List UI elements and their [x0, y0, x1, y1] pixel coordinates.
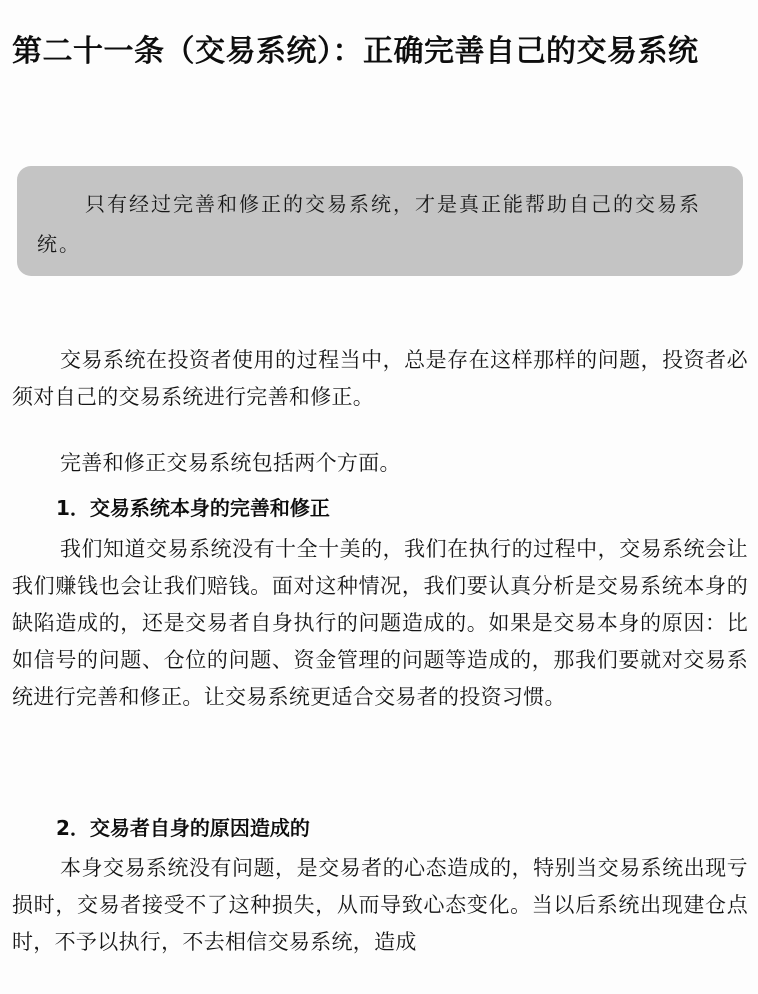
quote-box [17, 166, 743, 276]
quote-text: 只有经过完善和修正的交易系统，才是真正能帮助自己的交易系统。 [37, 192, 701, 256]
paragraph-trader-cause: 本身交易系统没有问题，是交易者的心态造成的，特别当交易系统出现亏损时，交易者接受不了这种损失，从而导致心态变化。当以后系统出现建仓点时，不予以执行，不去相信交易系统，造成 [12, 856, 748, 954]
paragraph-system-improvement: 我们知道交易系统没有十全十美的，我们在执行的过程中，交易系统会让我们赚钱也会让我们赔钱。面对这种情况，我们要认真分析是交易系统本身的缺陷造成的，还是交易者自身执行的问题造成的。如果是交易本身的原因：比如信号的问题、仓位的问题、资金管理的问题等造成的，那我们要就对交易系统进行完善和修正。让交易系统更适合交易者的投资习惯。 [12, 537, 748, 709]
page-title: 第二十一条（交易系统）：正确完善自己的交易系统 [12, 34, 699, 70]
section-heading-2: 2．交易者自身的原因造成的 [56, 816, 310, 840]
section-heading-1: 1．交易系统本身的完善和修正 [56, 496, 330, 520]
bleed-through-text [20, 86, 38, 112]
paragraph-intro: 交易系统在投资者使用的过程当中，总是存在这样那样的问题，投资者必须对自己的交易系统进行完善和修正。 [12, 348, 748, 409]
paragraph-aspects: 完善和修正交易系统包括两个方面。 [60, 451, 401, 475]
